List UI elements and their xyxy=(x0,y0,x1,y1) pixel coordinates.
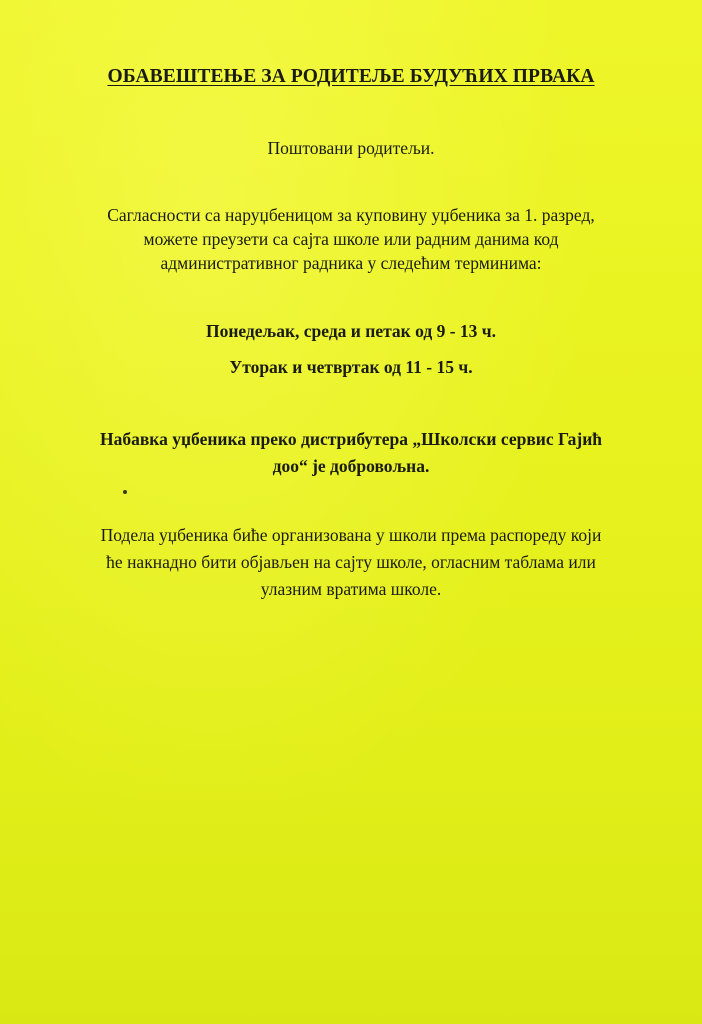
notice-title: ОБАВЕШТЕЊЕ ЗА РОДИТЕЉЕ БУДУЋИХ ПРВАКА xyxy=(107,66,595,87)
consent-paragraph-line: Сагласности са наруџбеницом за куповину уџбеника за 1. разред, xyxy=(107,205,595,225)
distribution-paragraph-line: Подела уџбеника биће организована у школи према распореду који xyxy=(100,525,602,545)
schedule-mon-wed-fri: Понедељак, среда и петак од 9 - 13 ч. xyxy=(205,321,497,341)
distribution-paragraph-line: ће накнадно бити објављен на сајту школе, огласним таблама или xyxy=(106,552,596,572)
consent-paragraph-line: можете преузети са сајта школе или радним данима код xyxy=(143,229,559,249)
consent-paragraph xyxy=(0,203,702,275)
distributor-paragraph-line: Набавка уџбеника преко дистрибутера „Школски сервис Гајић xyxy=(99,429,603,449)
distribution-paragraph xyxy=(0,522,702,603)
distribution-paragraph-line: улазним вратима школе. xyxy=(260,579,442,599)
distributor-paragraph-line: доо“ је добровољна. xyxy=(272,456,430,476)
ink-speck xyxy=(123,490,127,494)
distributor-paragraph xyxy=(0,426,702,480)
greeting: Поштовани родитељи. xyxy=(267,138,435,158)
schedule-tue-thu: Уторак и четвртак од 11 - 15 ч. xyxy=(229,357,473,377)
consent-paragraph-line: административног радника у следећим терминима: xyxy=(160,253,542,273)
